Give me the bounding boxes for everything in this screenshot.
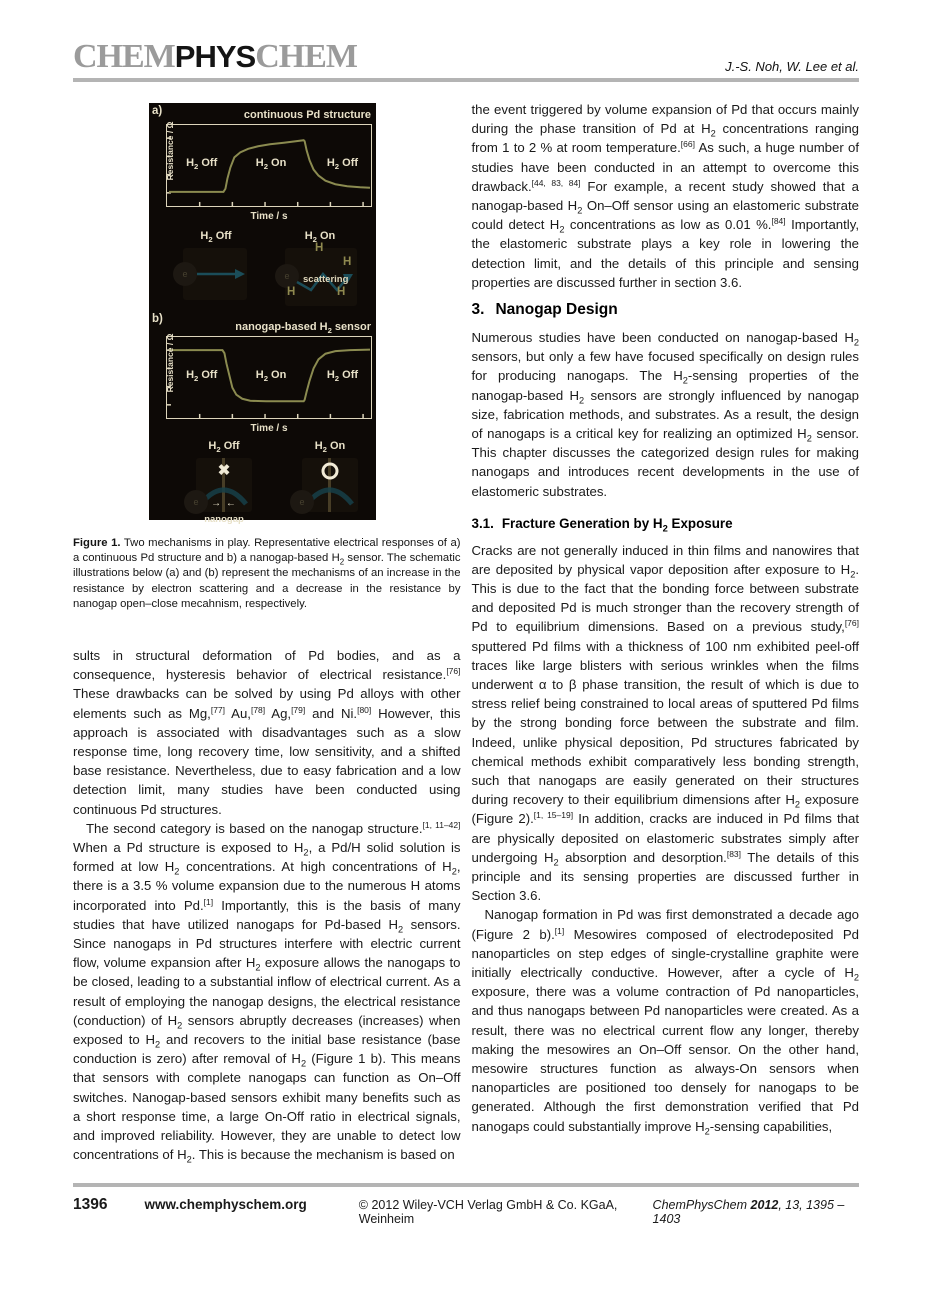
hydrogen-atom: H	[343, 256, 352, 268]
footer-rule	[73, 1183, 859, 1187]
straight-electron-path-arrow	[195, 266, 247, 282]
left-paragraph-2: The second category is based on the nanogap structure.[1, 11–42] When a Pd structure is exposed to $H_2$, a Pd/H solid solution is formed at low $H_2$ concentrations. At high concentrations of $H_2$, there is a 3.5 % volume expansion due to the numerous H atoms incorporated into Pd.[1] Importantly, this is the basis of many studies that have utilized nanogaps for Pd-based $H_2$ sensors. Since nanogaps in Pd structures interfere with electric current flow, volume expansion after $H_2$ exposure allows the nanogaps to be closed, leading to a substantial inflow of electrical current. As a result of employing the nanogap designs, the electrical resistance (conduction) of $H_2$ sensors abruptly decreases (increases) when exposed to $H_2$ and recovers to the initial base resistance (base conduction is zero) after removal of $H_2$ (Figure 1 b). This means that sensors with complete nanogaps can function as On–Off switches. Nanogap-based sensors exhibit many benefits such as a short response time, a large On-Off ratio in electrical signals, and improved reliability. However, they are unable to detect low concentrations of $H_2$. This is because the mechanism is based on	[73, 819, 461, 1165]
panel-b-label: b)	[152, 313, 163, 325]
electron-label: e	[284, 271, 290, 281]
panel-b-xlabel: Time / s	[250, 423, 288, 434]
electron-label: e	[182, 269, 188, 279]
subsection-heading-3-1	[472, 516, 860, 534]
subsection-title: Fracture Generation by $H_2$ Exposure	[501, 515, 733, 534]
logo-chem-right: CHEM	[255, 38, 357, 75]
journal-website: www.chemphyschem.org	[144, 1197, 307, 1212]
journal-logo	[73, 38, 357, 76]
citation: ChemPhysChem 2012, 13, 1395 – 1403	[652, 1198, 845, 1226]
panel-a-title: continuous Pd structure	[243, 109, 371, 121]
panel-b-plot	[166, 336, 372, 419]
region-h2on-a: $H_2$ On	[255, 156, 287, 171]
electron-label: e	[299, 497, 305, 507]
right-column	[472, 100, 860, 1165]
panel-a-ylabel: Resistance / Ω	[165, 121, 175, 181]
subsection-number: 3.1.	[471, 515, 494, 531]
electron-sphere	[173, 262, 197, 286]
nanogap-closed-cell	[299, 458, 358, 512]
caption-label: Figure 1.	[73, 537, 121, 549]
circuit-closed-ring-icon	[322, 463, 339, 480]
section-number: 3.	[471, 301, 485, 319]
left-paragraph-1: sults in structural deformation of Pd bodies, and as a consequence, hysteresis behavior of electrical resistance.[76] These drawbacks can be solved by using Pd alloys with other elements such as Mg,[77] Au,[78] Ag,[79] and Ni.[80] However, this approach is associated with disadvantages such as a slow response time, long recovery time, low sensitivity, and a shifted base resistance. Nevertheless, due to easy fabrication and a low detection limit, many studies have been conducted using continuous Pd structures.	[73, 648, 461, 817]
nanogap-arrows-icon: → ←	[211, 498, 237, 509]
figure-1	[149, 103, 376, 525]
section-title: Nanogap Design	[495, 301, 618, 319]
region-h2off-2a: $H_2$ Off	[326, 156, 359, 171]
electron-sphere	[184, 490, 208, 514]
subsection-paragraph-2: Nanogap formation in Pd was first demonstrated a decade ago (Figure 2 b).[1] Mesowires composed of electrodeposited Pd nanoparticles on step edges of single-crystalline graphite were initially electrically conductive. However, after a cycle of $H_2$ exposure, there was a volume contraction of Pd nanoparticles, and thus nanogaps between Pd nanoparticles were created. As a result, there was no electrical current flow any longer, thereby making the mesowires an On–Off sensor. On the other hand, mesowire structures function as always-On sensors when nanoparticles are positioned too densely for nanogaps to be generated. Although the first demonstration verified that Pd nanogaps could substantially improve $H_2$-sensing capabilities,	[471, 907, 859, 1137]
panel-b-title: nanogap-based $H_2$ sensor	[235, 321, 371, 336]
two-column-body	[73, 100, 859, 1165]
electron-sphere	[290, 490, 314, 514]
logo-chem-left: CHEM	[73, 38, 175, 75]
page-footer	[73, 1196, 859, 1226]
header-rule	[73, 78, 859, 82]
page-number: 1396	[73, 1196, 108, 1213]
left-column	[73, 100, 461, 1165]
right-intro-paragraph: the event triggered by volume expansion of Pd that occurs mainly during the phase transition of Pd at $H_2$ concentrations ranging from 1 to 2 % at room temperature.[66] As such, a huge number of studies have been conducted in an attempt to overcome this drawback.[44, 83, 84] For example, a recent study showed that a nanogap-based $H_2$ On–Off sensor using an elastomeric substrate could detect $H_2$ concentrations as low as 0.01 %.[84] Importantly, the elastomeric substrate plays a key role in lowering the detection limit, and the details of this principle and sensing properties are discussed further in section 3.6.	[471, 102, 860, 290]
subsection-paragraph-1: Cracks are not generally induced in thin films and nanowires that are deposited by physical vapor deposition after exposure to $H_2$. This is due to the fact that the bonding force between substrate and deposited Pd is much stronger than the recovery strength of Pd to equilibrium dimensions. Based on a previous study,[76] sputtered Pd films with a thickness of 100 nm exhibited peel-off traces like large blisters with serious wrinkles when the films underwent α to β phase transition, the result of which is due to stress relief being constrained to local areas of sputtered Pd films by the strong bonding force between the substrate and film. Indeed, unlike physical deposition, Pd structures fabricated by chemical methods exhibit comparatively less bonding strength, such that nanogaps are easily generated on their structures during recovery to their equilibrium dimensions after $H_2$ exposure (Figure 2).[1, 15–19] In addition, cracks are induced in Pd films that are physically deposited on elastomeric substrates simply after undergoing $H_2$ absorption and desorption.[83] The details of this principle and its sensing properties are discussed further in Section 3.6.	[471, 542, 859, 904]
section-3-paragraph: Numerous studies have been conducted on nanogap-based $H_2$ sensors, but only a few have focused specifically on design rules for producing nanogaps. The $H_2$-sensing properties of the nanogap-based $H_2$ sensors are strongly influenced by nanogap size, fabrication methods, and substrates. As a result, the design of nanogaps is a critical key for realizing an optimized $H_2$ sensor. This chapter discusses the categorized design rules for making nanogaps and introduces recent developments in the use of elastomeric substrates.	[471, 330, 860, 499]
hydrogen-atom: H	[287, 286, 296, 298]
schematic-b-right-label: $H_2$ On	[314, 440, 346, 455]
running-head-authors: J.-S. Noh, W. Lee et al.	[725, 59, 859, 74]
nanogap-label: nanogap	[204, 514, 244, 525]
figure-1-caption	[73, 536, 461, 612]
region-h2off-1b: $H_2$ Off	[186, 368, 218, 383]
scattering-label: scattering	[303, 274, 349, 285]
copyright-notice: © 2012 Wiley-VCH Verlag GmbH & Co. KGaA, Weinheim	[358, 1198, 618, 1226]
caption-text: Two mechanisms in play. Representative electrical responses of a) a continuous Pd structure and b) a nanogap-based $H_2$ sensor. The schematic illustrations below (a) and (b) represent the mechanisms of an increase in the resistance by electron scattering and a decrease in the resistance by nanogap open–close mecahnism, respectively.	[73, 537, 461, 610]
region-h2on-b: $H_2$ On	[255, 368, 287, 383]
circuit-open-x-icon: ✖	[217, 462, 231, 479]
panel-b-ylabel: Resistance / Ω	[165, 333, 175, 393]
pd-film-with-h2	[284, 242, 357, 306]
hydrogen-atom: H	[315, 242, 324, 254]
hydrogen-atom: H	[337, 286, 346, 298]
electron-label: e	[193, 497, 199, 507]
panel-a-label: a)	[152, 105, 163, 117]
schematic-b-left-label: $H_2$ Off	[208, 440, 240, 455]
nanogap-open-cell	[193, 458, 252, 512]
pd-film-no-h2	[183, 248, 247, 300]
schematic-a-right-label: $H_2$ On	[304, 230, 336, 245]
panel-a-plot	[166, 124, 372, 207]
region-h2off-1a: $H_2$ Off	[186, 156, 218, 171]
region-h2off-2b: $H_2$ Off	[326, 368, 359, 383]
logo-phys: PHYS	[174, 39, 256, 74]
section-heading-3	[472, 301, 860, 319]
panel-a-xlabel: Time / s	[250, 211, 288, 222]
page-header	[73, 40, 859, 76]
schematic-a-left-label: $H_2$ Off	[200, 230, 232, 245]
